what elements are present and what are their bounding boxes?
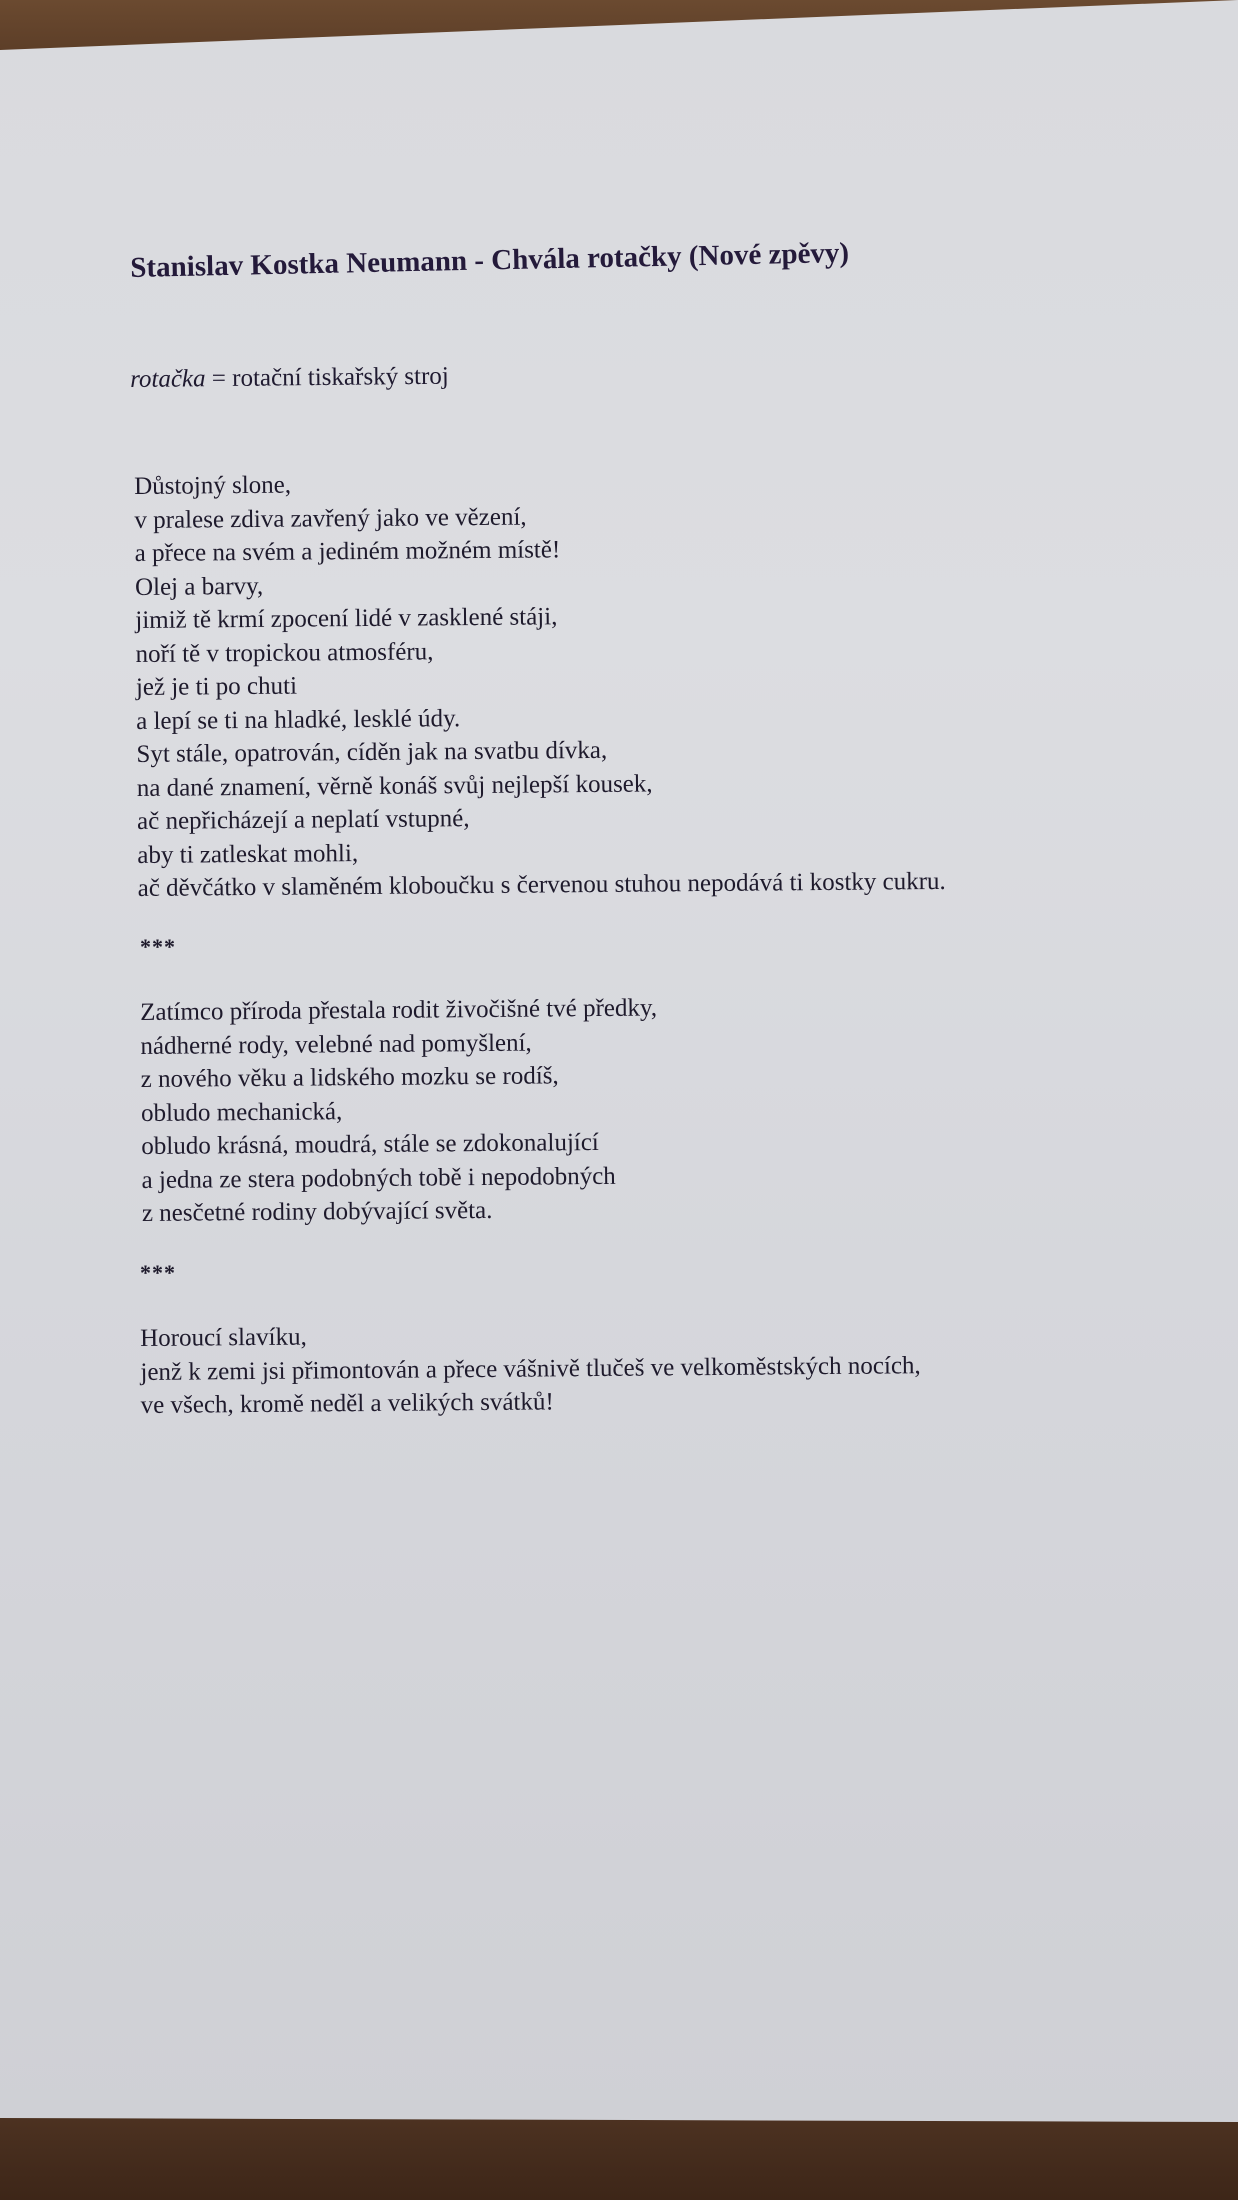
poem-line: jenž k zemi jsi přimontován a přece vášnivě tlučeš ve velkoměstských nocích, (140, 1351, 921, 1386)
poem-line: Zatímco příroda přestala rodit živočišné tvé předky, (140, 994, 658, 1026)
poem-line: nádherné rody, velebné nad pomyšlení, (140, 1029, 532, 1060)
poem-line: ve všech, kromě neděl a velikých svátků! (140, 1388, 554, 1419)
poem-line: ač děvčátko v slaměném kloboučku s červenou stuhou nepodává ti kostky cukru. (137, 867, 946, 902)
poem-line: Horoucí slavíku, (140, 1323, 307, 1352)
poem-line: a lepí se ti na hladké, lesklé údy. (136, 704, 461, 735)
definition-line (130, 363, 449, 394)
stanza-1 (134, 463, 946, 906)
definition-term: rotačka (130, 365, 206, 393)
poem-line: aby ti zatleskat mohli, (137, 839, 359, 869)
poem-line: ač nepřicházejí a neplatí vstupné, (136, 805, 470, 835)
stanza-2 (140, 991, 659, 1230)
poem-line: z nesčetné rodiny dobývající světa. (141, 1196, 493, 1227)
poem-line: noří tě v tropickou atmosféru, (135, 637, 434, 668)
stanza-3 (140, 1315, 921, 1422)
poem-line: na dané znamení, věrně konáš svůj nejlepší kousek, (136, 769, 653, 802)
table-surface-bottom (0, 2110, 1238, 2200)
poem-line: jež je ti po chuti (135, 672, 298, 701)
poem-line: obludo krásná, moudrá, stále se zdokonalující (141, 1129, 599, 1160)
definition-meaning: = rotační tiskařský stroj (205, 362, 449, 393)
poem-line: v pralese zdiva zavřený jako ve vězení, (134, 503, 527, 534)
poem-line: z nového věku a lidského mozku se rodíš, (140, 1062, 559, 1093)
stanza-separator: *** (140, 934, 176, 959)
poem-line: Důstojný slone, (134, 471, 292, 500)
poem-line: jimiž tě krmí zpocení lidé v zasklené stáji, (135, 603, 558, 634)
stanza-separator: *** (140, 1260, 176, 1285)
poem-line: a jedna ze stera podobných tobě i nepodobných (141, 1162, 616, 1194)
poem-line: a přece na svém a jediném možném místě! (134, 536, 561, 567)
poem-line: Syt stále, opatrován, cíděn jak na svatbu dívka, (136, 736, 608, 768)
poem-line: Olej a barvy, (134, 572, 264, 601)
poem-title: Stanislav Kostka Neumann - Chvála rotačky (Nové zpěvy) (130, 236, 850, 284)
poem-line: obludo mechanická, (140, 1097, 343, 1127)
